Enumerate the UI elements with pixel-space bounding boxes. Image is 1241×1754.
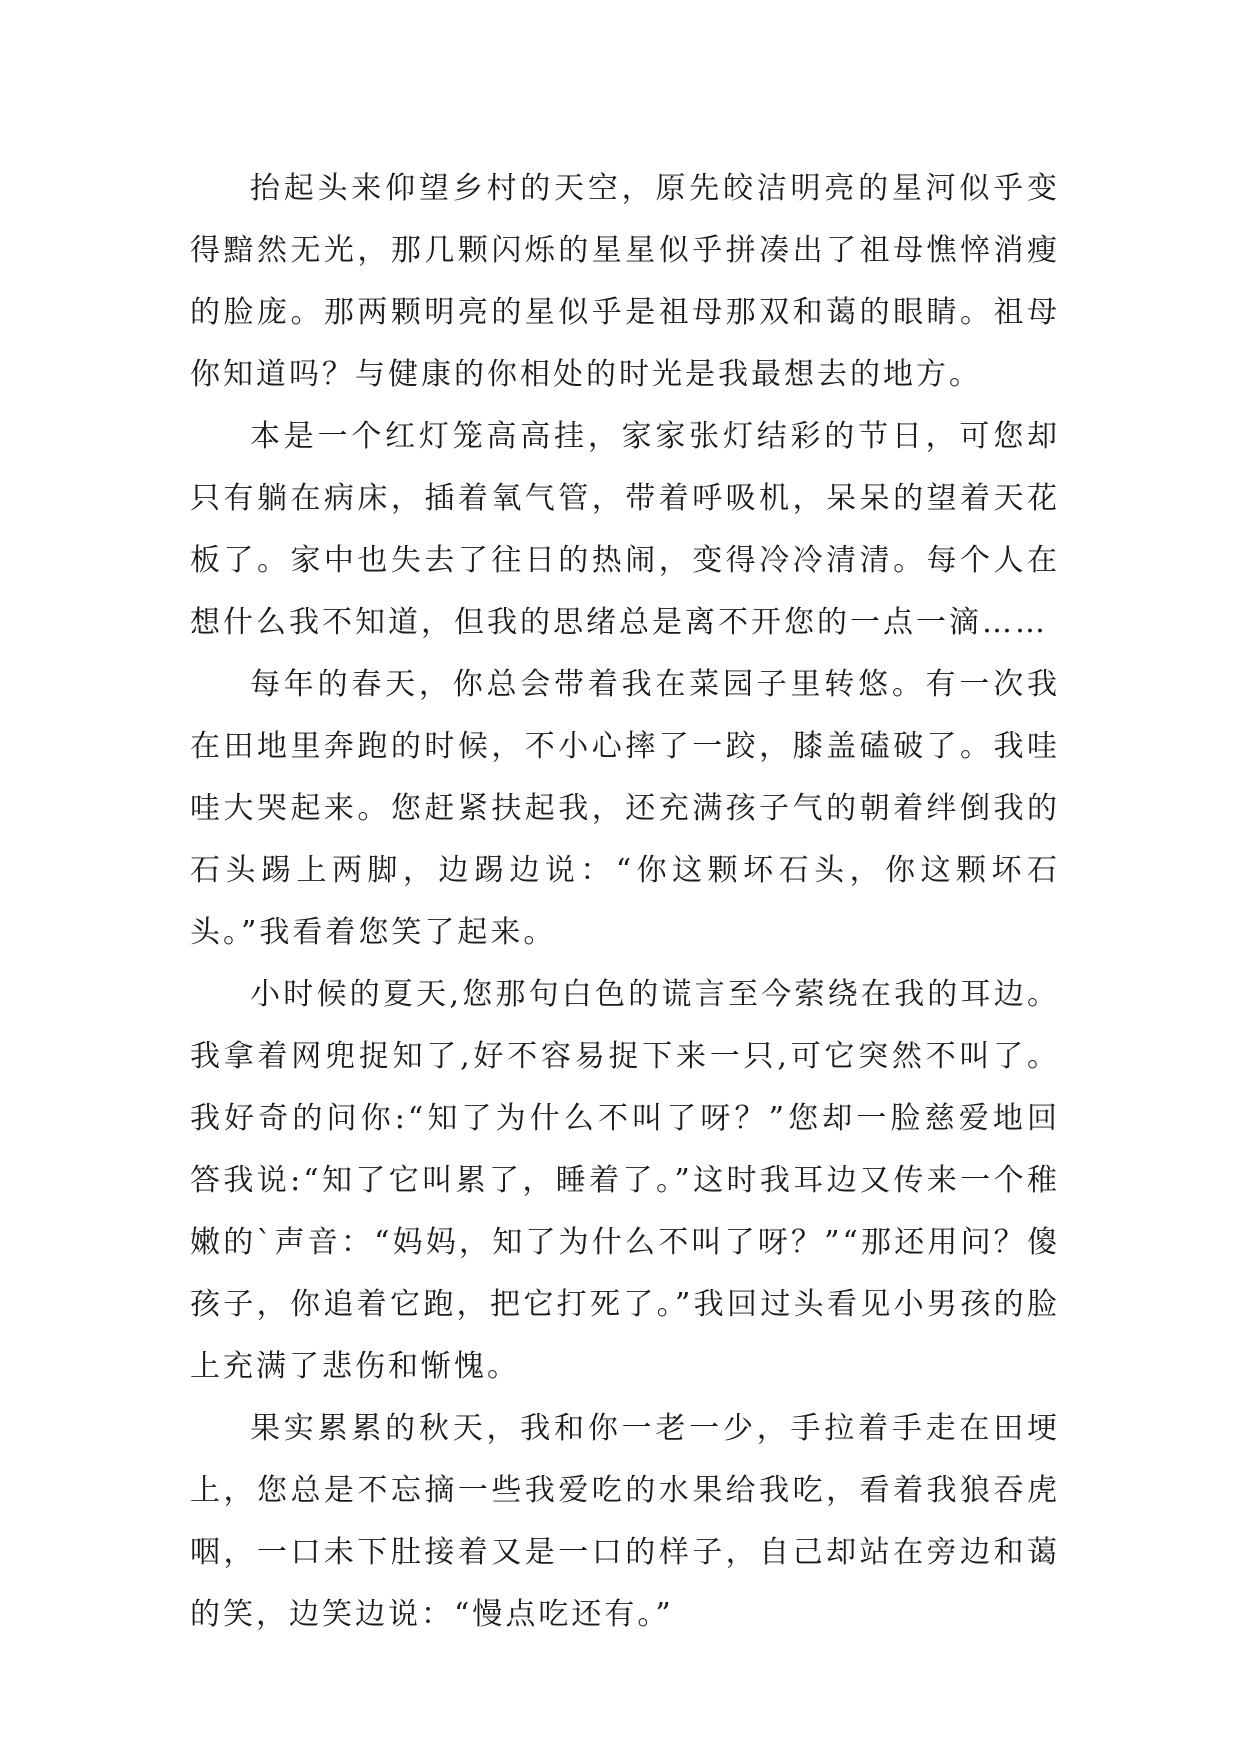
- paragraph-1: 抬起头来仰望乡村的天空，原先皎洁明亮的星河似乎变得黯然无光，那几颗闪烁的星星似乎拼凑出了祖母憔悴消瘦的脸庞。那两颗明亮的星似乎是祖母那双和蔼的眼睛。祖母你知道吗？与健康的你相处的时光是我最想去的地方。: [190, 171, 1060, 392]
- paragraph-2: 本是一个红灯笼高高挂，家家张灯结彩的节日，可您却只有躺在病床，插着氧气管，带着呼吸机，呆呆的望着天花板了。家中也失去了往日的热闹，变得冷冷清清。每个人在想什么我不知道，但我的思绪总是离不开您的一点一滴……: [190, 419, 1060, 640]
- document-body: [190, 158, 1060, 1646]
- paragraph-3: 每年的春天，你总会带着我在菜园子里转悠。有一次我在田地里奔跑的时候，不小心摔了一跤，膝盖磕破了。我哇哇大哭起来。您赶紧扶起我，还充满孩子气的朝着绊倒我的石头踢上两脚，边踢边说：“你这颗坏石头，你这颗坏石头。”我看着您笑了起来。: [190, 667, 1060, 950]
- paragraph-4: 小时候的夏天,您那句白色的谎言至今萦绕在我的耳边。我拿着网兜捉知了,好不容易捉下来一只,可它突然不叫了。我好奇的问你:“知了为什么不叫了呀？”您却一脸慈爱地回答我说:“知了它叫累了，睡着了。”这时我耳边又传来一个稚嫩的`声音：“妈妈，知了为什么不叫了呀？”“那还用问？傻孩子，你追着它跑，把它打死了。”我回过头看见小男孩的脸上充满了悲伤和惭愧。: [190, 977, 1060, 1384]
- paragraph-5: 果实累累的秋天，我和你一老一少，手拉着手走在田埂上，您总是不忘摘一些我爱吃的水果给我吃，看着我狼吞虎咽，一口未下肚接着又是一口的样子，自己却站在旁边和蔼的笑，边笑边说：“慢点吃还有。”: [190, 1411, 1060, 1632]
